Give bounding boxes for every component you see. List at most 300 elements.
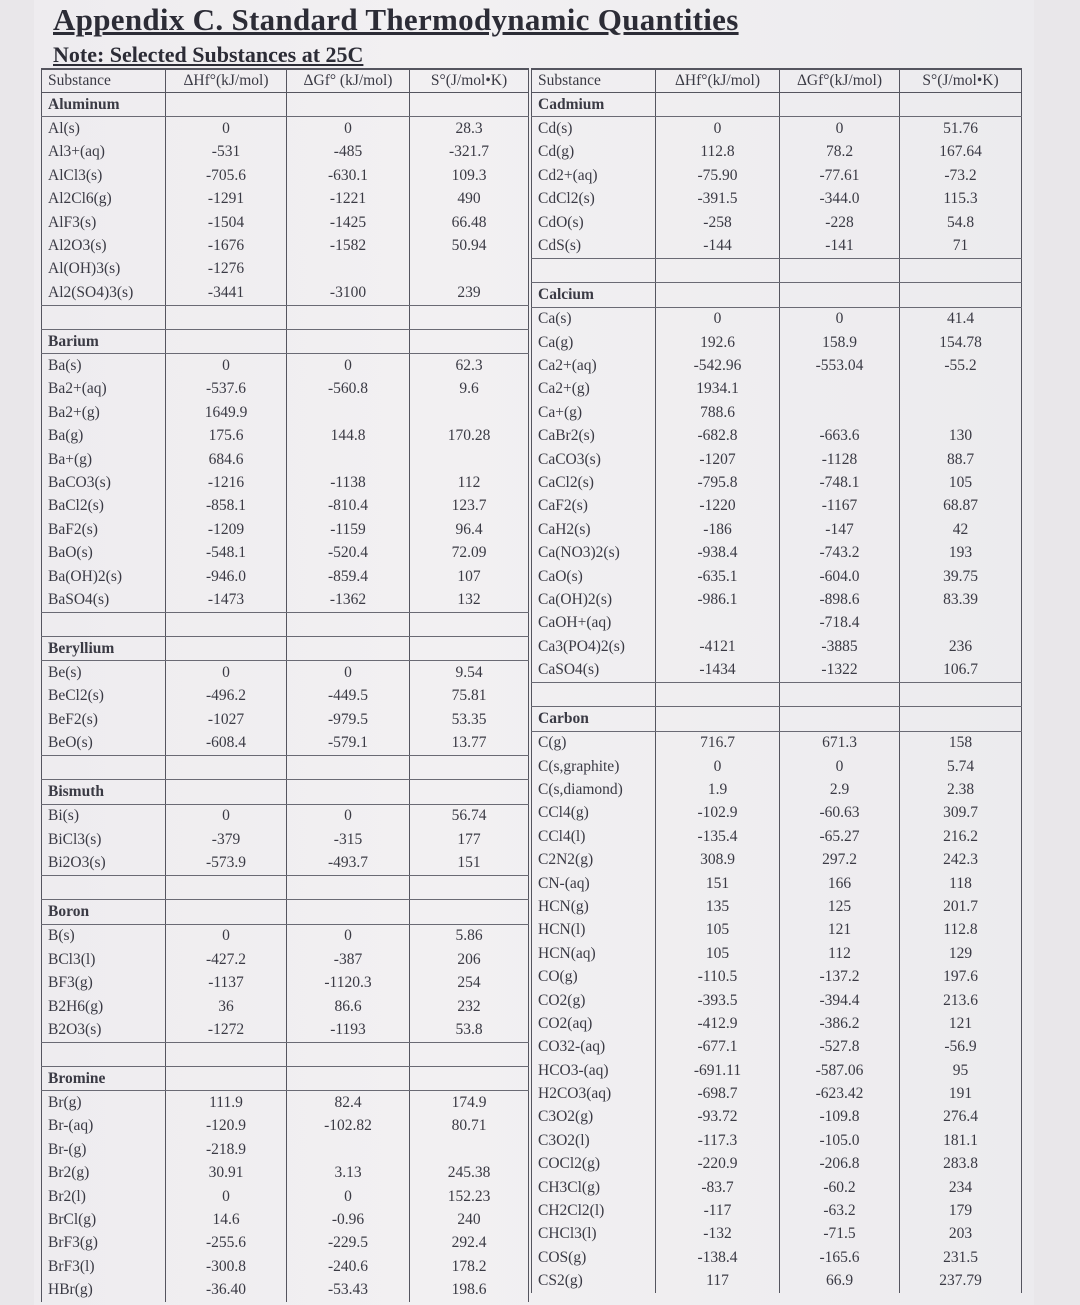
- table-row: [532, 1129, 1022, 1152]
- enthalpy-cell: -1676: [166, 234, 287, 257]
- table-row: [532, 612, 1022, 635]
- substance-cell: BiCl3(s): [42, 828, 166, 851]
- table-row: [42, 234, 529, 257]
- gibbs-cell: -1362: [287, 588, 410, 612]
- gibbs-cell: -485: [287, 141, 410, 164]
- table-row: [42, 828, 529, 851]
- table-row: [42, 732, 529, 756]
- gibbs-cell: -604.0: [780, 565, 900, 588]
- substance-cell: CHCl3(l): [532, 1223, 656, 1246]
- right-table: [531, 68, 1022, 1293]
- substance-cell: COS(g): [532, 1246, 656, 1269]
- enthalpy-cell: -698.7: [656, 1082, 780, 1105]
- entropy-cell: 88.7: [900, 448, 1022, 471]
- entropy-cell: 112.8: [900, 919, 1022, 942]
- table-row: [532, 755, 1022, 778]
- group-row: [42, 93, 529, 117]
- gibbs-cell: -898.6: [780, 588, 900, 611]
- enthalpy-cell: -1276: [166, 258, 287, 281]
- entropy-cell: 42: [900, 518, 1022, 541]
- header-row: [532, 69, 1022, 93]
- table-row: [42, 518, 529, 541]
- table-row: [42, 1162, 529, 1185]
- table-row: [42, 281, 529, 305]
- enthalpy-cell: 135: [656, 895, 780, 918]
- gibbs-cell: [287, 1042, 410, 1066]
- gibbs-cell: 144.8: [287, 424, 410, 447]
- gibbs-cell: -663.6: [780, 424, 900, 447]
- enthalpy-cell: -858.1: [166, 495, 287, 518]
- enthalpy-cell: -1027: [166, 708, 287, 731]
- gibbs-cell: 0: [287, 354, 410, 378]
- table-row: [42, 924, 529, 948]
- table-row: [532, 942, 1022, 965]
- gibbs-cell: -109.8: [780, 1106, 900, 1129]
- substance-cell: CdS(s): [532, 234, 656, 258]
- enthalpy-cell: 14.6: [166, 1208, 287, 1231]
- table-row: [42, 541, 529, 564]
- empty-cell: [287, 780, 410, 804]
- table-row: [532, 354, 1022, 377]
- entropy-cell: 28.3: [410, 117, 529, 141]
- table-row: [532, 658, 1022, 682]
- gibbs-cell: 166: [780, 872, 900, 895]
- table-row: [42, 188, 529, 211]
- table-row: [42, 1208, 529, 1231]
- enthalpy-cell: -117.3: [656, 1129, 780, 1152]
- substance-cell: [532, 682, 656, 706]
- enthalpy-cell: 30.91: [166, 1162, 287, 1185]
- gibbs-cell: 297.2: [780, 849, 900, 872]
- entropy-cell: 198.6: [410, 1279, 529, 1302]
- entropy-cell: 309.7: [900, 802, 1022, 825]
- entropy-cell: 239: [410, 281, 529, 305]
- table-row: [42, 1115, 529, 1138]
- table-row: [42, 804, 529, 828]
- table-row: [42, 164, 529, 187]
- enthalpy-cell: -986.1: [656, 588, 780, 611]
- substance-cell: BeCl2(s): [42, 685, 166, 708]
- enthalpy-cell: -412.9: [656, 1012, 780, 1035]
- column-header: ΔGf° (kJ/mol): [287, 69, 410, 93]
- enthalpy-cell: -3441: [166, 281, 287, 305]
- table-row: [532, 682, 1022, 706]
- entropy-cell: -55.2: [900, 354, 1022, 377]
- substance-cell: B(s): [42, 924, 166, 948]
- entropy-cell: 71: [900, 234, 1022, 258]
- enthalpy-cell: 1934.1: [656, 378, 780, 401]
- table-row: [42, 1091, 529, 1115]
- substance-cell: HCN(l): [532, 919, 656, 942]
- gibbs-cell: -810.4: [287, 495, 410, 518]
- enthalpy-cell: -946.0: [166, 565, 287, 588]
- substance-cell: COCl2(g): [532, 1153, 656, 1176]
- substance-cell: Al(OH)3(s): [42, 258, 166, 281]
- enthalpy-cell: 788.6: [656, 401, 780, 424]
- empty-cell: [900, 707, 1022, 731]
- substance-cell: CaH2(s): [532, 518, 656, 541]
- gibbs-cell: -743.2: [780, 541, 900, 564]
- enthalpy-cell: -391.5: [656, 188, 780, 211]
- enthalpy-cell: -677.1: [656, 1036, 780, 1059]
- substance-cell: Ca3(PO4)2(s): [532, 635, 656, 658]
- substance-cell: C3O2(g): [532, 1106, 656, 1129]
- page-title: Appendix C. Standard Thermodynamic Quantities: [53, 2, 739, 37]
- enthalpy-cell: -1220: [656, 495, 780, 518]
- entropy-cell: [900, 682, 1022, 706]
- empty-cell: [287, 1067, 410, 1091]
- entropy-cell: 80.71: [410, 1115, 529, 1138]
- substance-cell: Ba+(g): [42, 448, 166, 471]
- substance-cell: Al(s): [42, 117, 166, 141]
- gibbs-cell: -493.7: [287, 852, 410, 876]
- gibbs-cell: -553.04: [780, 354, 900, 377]
- substance-cell: CH3Cl(g): [532, 1176, 656, 1199]
- gibbs-cell: 121: [780, 919, 900, 942]
- empty-cell: [900, 283, 1022, 307]
- enthalpy-cell: 175.6: [166, 424, 287, 447]
- gibbs-cell: -53.43: [287, 1279, 410, 1302]
- entropy-cell: 129: [900, 942, 1022, 965]
- substance-cell: CaSO4(s): [532, 658, 656, 682]
- substance-cell: Cd(s): [532, 117, 656, 141]
- table-row: [532, 1082, 1022, 1105]
- table-row: [42, 588, 529, 612]
- table-row: [532, 331, 1022, 354]
- substance-cell: BCl3(l): [42, 948, 166, 971]
- substance-cell: CN-(aq): [532, 872, 656, 895]
- entropy-cell: 167.64: [900, 141, 1022, 164]
- enthalpy-cell: -110.5: [656, 965, 780, 988]
- empty-cell: [656, 707, 780, 731]
- table-row: [532, 188, 1022, 211]
- entropy-cell: 242.3: [900, 849, 1022, 872]
- enthalpy-cell: -1216: [166, 471, 287, 494]
- entropy-cell: 83.39: [900, 588, 1022, 611]
- enthalpy-cell: -379: [166, 828, 287, 851]
- table-row: [532, 1036, 1022, 1059]
- gibbs-cell: -228: [780, 211, 900, 234]
- gibbs-cell: -65.27: [780, 825, 900, 848]
- empty-cell: [166, 1067, 287, 1091]
- table-row: [532, 1012, 1022, 1035]
- gibbs-cell: -1582: [287, 234, 410, 257]
- entropy-cell: 170.28: [410, 424, 529, 447]
- gibbs-cell: [287, 612, 410, 636]
- empty-cell: [780, 283, 900, 307]
- enthalpy-cell: 0: [166, 354, 287, 378]
- enthalpy-cell: 192.6: [656, 331, 780, 354]
- gibbs-cell: -718.4: [780, 612, 900, 635]
- table-row: [532, 1223, 1022, 1246]
- substance-cell: C(g): [532, 731, 656, 755]
- enthalpy-cell: -938.4: [656, 541, 780, 564]
- table-row: [532, 965, 1022, 988]
- entropy-cell: 109.3: [410, 164, 529, 187]
- gibbs-cell: [287, 1138, 410, 1161]
- table-row: [42, 305, 529, 329]
- gibbs-cell: -859.4: [287, 565, 410, 588]
- table-row: [42, 424, 529, 447]
- enthalpy-cell: -1434: [656, 658, 780, 682]
- table-row: [42, 875, 529, 899]
- enthalpy-cell: 716.7: [656, 731, 780, 755]
- gibbs-cell: -229.5: [287, 1232, 410, 1255]
- substance-cell: BeF2(s): [42, 708, 166, 731]
- table-row: [42, 1255, 529, 1278]
- substance-cell: Ca+(g): [532, 401, 656, 424]
- substance-cell: CaOH+(aq): [532, 612, 656, 635]
- entropy-cell: 56.74: [410, 804, 529, 828]
- entropy-cell: [410, 612, 529, 636]
- entropy-cell: 245.38: [410, 1162, 529, 1185]
- entropy-cell: 115.3: [900, 188, 1022, 211]
- entropy-cell: 50.94: [410, 234, 529, 257]
- substance-cell: [42, 1042, 166, 1066]
- enthalpy-cell: -186: [656, 518, 780, 541]
- gibbs-cell: -147: [780, 518, 900, 541]
- gibbs-cell: -1128: [780, 448, 900, 471]
- substance-cell: CaCO3(s): [532, 448, 656, 471]
- enthalpy-cell: 112.8: [656, 141, 780, 164]
- entropy-cell: 107: [410, 565, 529, 588]
- empty-cell: [410, 900, 529, 924]
- entropy-cell: 75.81: [410, 685, 529, 708]
- enthalpy-cell: -1137: [166, 971, 287, 994]
- enthalpy-cell: 105: [656, 919, 780, 942]
- gibbs-cell: -623.42: [780, 1082, 900, 1105]
- table-row: [42, 565, 529, 588]
- table-row: [532, 565, 1022, 588]
- entropy-cell: [410, 1042, 529, 1066]
- substance-cell: Bi(s): [42, 804, 166, 828]
- enthalpy-cell: -682.8: [656, 424, 780, 447]
- gibbs-cell: 0: [287, 924, 410, 948]
- entropy-cell: 123.7: [410, 495, 529, 518]
- entropy-cell: 130: [900, 424, 1022, 447]
- entropy-cell: [410, 305, 529, 329]
- gibbs-cell: -1159: [287, 518, 410, 541]
- enthalpy-cell: 105: [656, 942, 780, 965]
- substance-cell: [42, 875, 166, 899]
- entropy-cell: 178.2: [410, 1255, 529, 1278]
- substance-cell: [42, 755, 166, 779]
- gibbs-cell: 82.4: [287, 1091, 410, 1115]
- empty-cell: [287, 636, 410, 660]
- substance-cell: Cd(g): [532, 141, 656, 164]
- gibbs-cell: -3100: [287, 281, 410, 305]
- table-row: [42, 1185, 529, 1208]
- gibbs-cell: 0: [780, 117, 900, 141]
- enthalpy-cell: -144: [656, 234, 780, 258]
- substance-cell: BrF3(l): [42, 1255, 166, 1278]
- enthalpy-cell: 0: [166, 804, 287, 828]
- substance-cell: BaSO4(s): [42, 588, 166, 612]
- substance-cell: BaCl2(s): [42, 495, 166, 518]
- enthalpy-cell: -1473: [166, 588, 287, 612]
- empty-cell: [410, 329, 529, 353]
- gibbs-cell: 671.3: [780, 731, 900, 755]
- table-row: [532, 1199, 1022, 1222]
- gibbs-cell: [780, 258, 900, 282]
- entropy-cell: 96.4: [410, 518, 529, 541]
- entropy-cell: 177: [410, 828, 529, 851]
- substance-cell: CCl4(g): [532, 802, 656, 825]
- empty-cell: [780, 93, 900, 117]
- enthalpy-cell: 0: [656, 755, 780, 778]
- substance-cell: HCO3-(aq): [532, 1059, 656, 1082]
- gibbs-cell: -449.5: [287, 685, 410, 708]
- gibbs-cell: -748.1: [780, 471, 900, 494]
- gibbs-cell: -1120.3: [287, 971, 410, 994]
- entropy-cell: 490: [410, 188, 529, 211]
- gibbs-cell: -315: [287, 828, 410, 851]
- table-row: [532, 1176, 1022, 1199]
- entropy-cell: 66.48: [410, 211, 529, 234]
- gibbs-cell: [287, 258, 410, 281]
- gibbs-cell: 3.13: [287, 1162, 410, 1185]
- group-name: Aluminum: [42, 93, 166, 117]
- substance-cell: CS2(g): [532, 1270, 656, 1293]
- enthalpy-cell: -132: [656, 1223, 780, 1246]
- substance-cell: C(s,graphite): [532, 755, 656, 778]
- enthalpy-cell: -218.9: [166, 1138, 287, 1161]
- enthalpy-cell: -1504: [166, 211, 287, 234]
- group-row: [42, 1067, 529, 1091]
- entropy-cell: 236: [900, 635, 1022, 658]
- enthalpy-cell: -83.7: [656, 1176, 780, 1199]
- enthalpy-cell: -220.9: [656, 1153, 780, 1176]
- empty-cell: [287, 900, 410, 924]
- substance-cell: C3O2(l): [532, 1129, 656, 1152]
- substance-cell: Al2(SO4)3(s): [42, 281, 166, 305]
- entropy-cell: 203: [900, 1223, 1022, 1246]
- column-header: Substance: [42, 69, 166, 93]
- gibbs-cell: 158.9: [780, 331, 900, 354]
- substance-cell: Cd2+(aq): [532, 164, 656, 187]
- enthalpy-cell: -117: [656, 1199, 780, 1222]
- group-name: Bismuth: [42, 780, 166, 804]
- enthalpy-cell: -75.90: [656, 164, 780, 187]
- substance-cell: Al3+(aq): [42, 141, 166, 164]
- table-row: [42, 258, 529, 281]
- substance-cell: B2O3(s): [42, 1018, 166, 1042]
- enthalpy-cell: -1209: [166, 518, 287, 541]
- enthalpy-cell: -691.11: [656, 1059, 780, 1082]
- table-row: [42, 708, 529, 731]
- gibbs-cell: [287, 448, 410, 471]
- empty-cell: [166, 636, 287, 660]
- table-row: [532, 872, 1022, 895]
- entropy-cell: 237.79: [900, 1270, 1022, 1293]
- entropy-cell: 206: [410, 948, 529, 971]
- substance-cell: CO32-(aq): [532, 1036, 656, 1059]
- table-row: [532, 117, 1022, 141]
- substance-cell: BaF2(s): [42, 518, 166, 541]
- substance-cell: Ca2+(g): [532, 378, 656, 401]
- enthalpy-cell: [166, 612, 287, 636]
- substance-cell: CaO(s): [532, 565, 656, 588]
- empty-cell: [410, 93, 529, 117]
- gibbs-cell: -1322: [780, 658, 900, 682]
- entropy-cell: 5.86: [410, 924, 529, 948]
- table-row: [532, 495, 1022, 518]
- enthalpy-cell: 111.9: [166, 1091, 287, 1115]
- gibbs-cell: [780, 401, 900, 424]
- gibbs-cell: -520.4: [287, 541, 410, 564]
- entropy-cell: [900, 401, 1022, 424]
- entropy-cell: 5.74: [900, 755, 1022, 778]
- entropy-cell: [410, 875, 529, 899]
- substance-cell: Al2O3(s): [42, 234, 166, 257]
- entropy-cell: [900, 258, 1022, 282]
- table-row: [42, 401, 529, 424]
- substance-cell: Br2(g): [42, 1162, 166, 1185]
- empty-cell: [287, 329, 410, 353]
- table-row: [42, 211, 529, 234]
- substance-cell: Br-(aq): [42, 1115, 166, 1138]
- substance-cell: Be(s): [42, 661, 166, 685]
- entropy-cell: 216.2: [900, 825, 1022, 848]
- gibbs-cell: -102.82: [287, 1115, 410, 1138]
- substance-cell: CO(g): [532, 965, 656, 988]
- enthalpy-cell: 1.9: [656, 778, 780, 801]
- enthalpy-cell: 684.6: [166, 448, 287, 471]
- entropy-cell: 2.38: [900, 778, 1022, 801]
- enthalpy-cell: -102.9: [656, 802, 780, 825]
- substance-cell: HCN(g): [532, 895, 656, 918]
- enthalpy-cell: -135.4: [656, 825, 780, 848]
- entropy-cell: 95: [900, 1059, 1022, 1082]
- substance-cell: AlF3(s): [42, 211, 166, 234]
- enthalpy-cell: 1649.9: [166, 401, 287, 424]
- gibbs-cell: -1425: [287, 211, 410, 234]
- table-row: [42, 612, 529, 636]
- enthalpy-cell: -795.8: [656, 471, 780, 494]
- substance-cell: BrCl(g): [42, 1208, 166, 1231]
- group-name: Boron: [42, 900, 166, 924]
- table-row: [42, 755, 529, 779]
- substance-cell: HCN(aq): [532, 942, 656, 965]
- left-table: [41, 68, 529, 1302]
- substance-cell: BF3(g): [42, 971, 166, 994]
- gibbs-cell: 2.9: [780, 778, 900, 801]
- entropy-cell: -321.7: [410, 141, 529, 164]
- entropy-cell: 213.6: [900, 989, 1022, 1012]
- table-row: [42, 1138, 529, 1161]
- entropy-cell: 62.3: [410, 354, 529, 378]
- table-row: [532, 211, 1022, 234]
- entropy-cell: 9.6: [410, 378, 529, 401]
- table-row: [532, 234, 1022, 258]
- substance-cell: BaCO3(s): [42, 471, 166, 494]
- enthalpy-cell: 0: [166, 924, 287, 948]
- column-header: ΔGf°(kJ/mol): [780, 69, 900, 93]
- enthalpy-cell: -427.2: [166, 948, 287, 971]
- enthalpy-cell: -4121: [656, 635, 780, 658]
- substance-cell: AlCl3(s): [42, 164, 166, 187]
- enthalpy-cell: -608.4: [166, 732, 287, 756]
- table-row: [42, 685, 529, 708]
- substance-cell: Br2(l): [42, 1185, 166, 1208]
- empty-cell: [287, 93, 410, 117]
- substance-cell: C(s,diamond): [532, 778, 656, 801]
- substance-cell: CaBr2(s): [532, 424, 656, 447]
- gibbs-cell: -344.0: [780, 188, 900, 211]
- substance-cell: Ba(g): [42, 424, 166, 447]
- gibbs-cell: [287, 401, 410, 424]
- gibbs-cell: [287, 305, 410, 329]
